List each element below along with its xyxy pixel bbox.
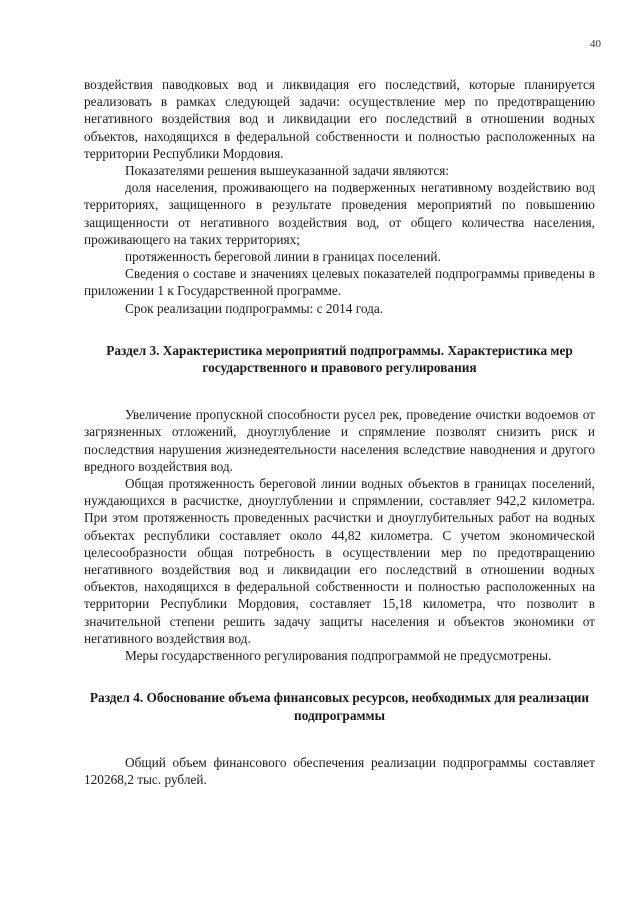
paragraph: Меры государственного регулирования подпрограммой не предусмотрены.: [125, 648, 552, 664]
paragraph: протяженность береговой линии в границах поселений.: [125, 249, 441, 265]
page-number: 40: [590, 38, 601, 50]
section-3-heading: Раздел 3. Характеристика мероприятий подпрограммы. Характеристика мер государственного и правового регулирования: [106, 342, 573, 376]
paragraph: Срок реализации подпрограммы: с 2014 года.: [125, 300, 384, 316]
paragraph: Показателями решения вышеуказанной задачи являются:: [125, 163, 450, 179]
paragraph: Общий объем финансового обеспечения реализации подпрограммы составляет 120268,2 тыс. рублей.: [84, 754, 595, 787]
paragraph: Увеличение пропускной способности русел рек, проведение очистки водоемов от загрязненных отложений, дноуглубление и спрямление позволят снизить риск и последствия нарушения жизнедеятельности населения вследствие наводнения и другого вредного воздействия вод.: [84, 407, 595, 474]
paragraph: воздействия паводковых вод и ликвидация его последствий, которые планируется реализовать в рамках следующей задачи: осуществление мер по предотвращению негативного воздействия вод и ликвидации его последствий в отношении водных объектов, находящихся в федеральной собственности и полностью расположенных на территории Республики Мордовия.: [84, 77, 595, 161]
document-body: [84, 76, 595, 788]
paragraph: Сведения о составе и значениях целевых показателей подпрограммы приведены в приложении 1 к Государственной программе.: [84, 266, 595, 299]
paragraph: Общая протяженность береговой линии водных объектов в границах поселений, нуждающихся в расчистке, дноуглублении и спрямлении, составляет 942,2 километра. При этом протяженность проведенных расчистки и дноуглубительных работ на водных объектах республики составляет около 44,82 километра. С учетом экономической целесообразности общая потребность в осуществлении мер по предотвращению негативного воздействия вод и ликвидации его последствий в отношении водных объектов, находящихся в федеральной собственности и полностью расположенных на территории Республики Мордовия, составляет 15,18 километра, что позволит в значительной степени решить задачу защиты населения и объектов экономики от негативного воздействия вод.: [84, 476, 595, 646]
section-4-heading: Раздел 4. Обоснование объема финансовых ресурсов, необходимых для реализации подпрограммы: [89, 690, 590, 723]
paragraph: доля населения, проживающего на подверженных негативному воздействию вод территориях, защищенного в результате проведения мероприятий по повышению защищенности от негативного воздействия вод, от общего количества населения, проживающего на таких территориях;: [84, 180, 595, 247]
